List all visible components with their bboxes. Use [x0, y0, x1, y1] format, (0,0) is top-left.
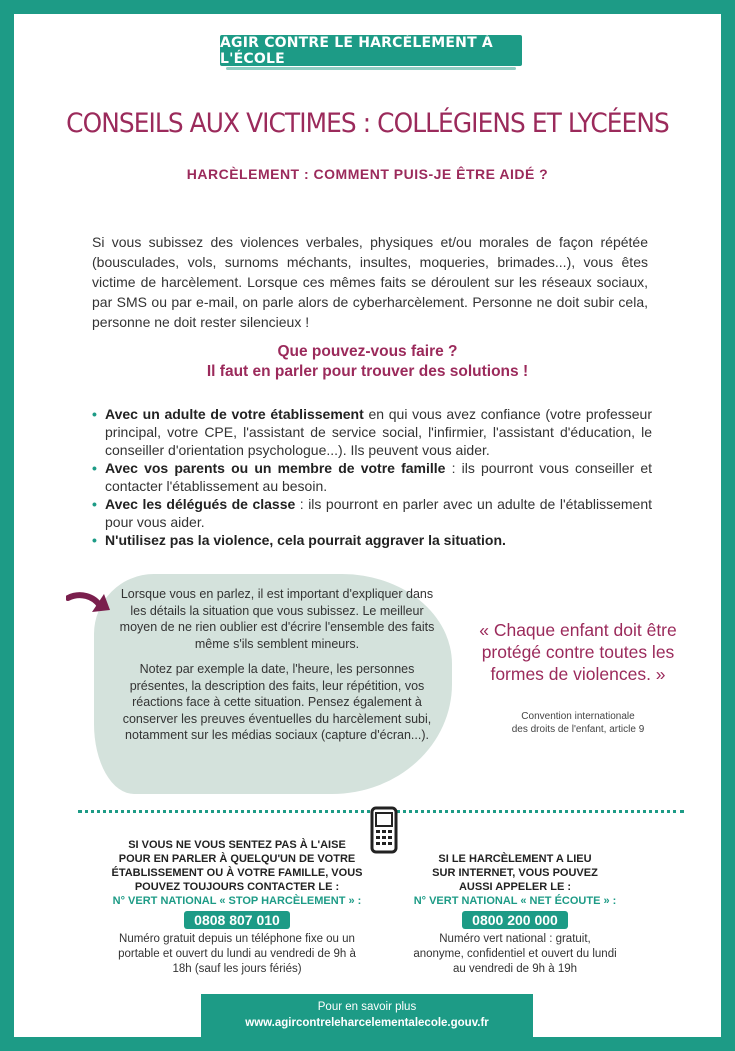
list-item-text: : ils pourront en parler avec un adulte de l'établissement pour vous aider. [105, 496, 652, 530]
advice-list [92, 405, 652, 549]
list-item-text: : ils pourront vous conseiller et contacter l'établissement au besoin. [105, 460, 652, 494]
contact-net-ecoute [390, 852, 640, 977]
hotline-number[interactable]: 0808 807 010 [184, 911, 290, 929]
convention-quote: « Chaque enfant doit être protégé contre toutes les formes de violences. » [479, 620, 677, 684]
question-heading [14, 342, 721, 382]
contact-right-line: SUR INTERNET, VOUS POUVEZ [432, 867, 598, 879]
page-subtitle: HARCÈLEMENT : COMMENT PUIS-JE ÊTRE AIDÉ ? [186, 166, 549, 182]
list-item-text: en qui vous avez confiance (votre professeur principal, votre CPE, l'assistant de service social, l'infirmier, l'assistant d'éducation, le conseiller d'orientation psychologue...). Ils peuvent vous aider. [105, 406, 652, 458]
hotline-note: anonyme, confidentiel et ouvert du lundi [413, 948, 617, 960]
contact-right-line: SI LE HARCÈLEMENT A LIEU [438, 853, 592, 865]
contact-left-line: POUR EN PARLER À QUELQU'UN DE VOTRE [118, 853, 356, 865]
hotline-note: Numéro gratuit depuis un téléphone fixe ou un [119, 933, 355, 945]
hotline-note: 18h (sauf les jours fériés) [172, 963, 302, 975]
list-item-bold: Avec les délégués de classe [105, 496, 296, 512]
list-item [92, 495, 652, 531]
list-item [92, 531, 652, 549]
footer-website-link[interactable]: www.agircontreleharcelementalecole.gouv.fr [245, 1017, 489, 1029]
contact-right-line: AUSSI APPELER LE : [458, 881, 572, 893]
intro-paragraph: Si vous subissez des violences verbales, physiques et/ou morales de façon répétée (bousculades, vols, surnoms méchants, insultes, moqueries, brimades...), vous êtes victime de harcèlement. Lorsque ces mêmes faits se déroulent sur les réseaux sociaux, par SMS ou par e-mail, on parle alors de cyberharcèlement. Personne ne doit subir cela, personne ne doit rester silencieux ! [92, 234, 648, 330]
bubble-paragraph-2: Notez par exemple la date, l'heure, les personnes présentes, la description des faits, leur répétition, vos réactions face à cette situation. Pensez également à conserver les preuves éventuelles du harcèlement subi, notamment sur les médias sociaux (capture d'écran...). [122, 662, 432, 742]
contact-left-line: ÉTABLISSEMENT OU À VOTRE FAMILLE, VOUS [111, 867, 363, 879]
question-line-2: Il faut en parler pour trouver des solutions ! [206, 363, 529, 380]
hotline-note: portable et ouvert du lundi au vendredi de 9h à [118, 948, 356, 960]
hotline-note: au vendredi de 9h à 19h [452, 963, 578, 975]
hotline-number[interactable]: 0800 200 000 [462, 911, 568, 929]
question-line-1: Que pouvez-vous faire ? [277, 343, 458, 360]
quote-source [466, 710, 690, 736]
list-item-bold: N'utilisez pas la violence, cela pourrait aggraver la situation. [105, 532, 506, 548]
hotline-label: N° VERT NATIONAL « STOP HARCÈLEMENT » : [112, 895, 362, 907]
list-item [92, 405, 652, 459]
contact-left-line: SI VOUS NE VOUS SENTEZ PAS À L'AISE [128, 839, 346, 851]
footer-line-1: Pour en savoir plus [317, 1001, 417, 1013]
hotline-label: N° VERT NATIONAL « NET ÉCOUTE » : [413, 895, 617, 907]
bubble-paragraph-1: Lorsque vous en parlez, il est important d'expliquer dans les détails la situation que vous subissez. Le meilleur moyen de ne rien oublier est d'écrire l'ensemble des faits même s'ils semblent mineurs. [119, 587, 435, 651]
bubble-text [117, 586, 437, 753]
document-page [14, 14, 721, 1037]
page-title: CONSEILS AUX VICTIMES : COLLÉGIENS ET LYCÉENS [66, 108, 669, 139]
quote-source-line-1: Convention internationale [521, 711, 635, 722]
list-item-bold: Avec un adulte de votre établissement [105, 406, 364, 422]
list-item-bold: Avec vos parents ou un membre de votre famille [105, 460, 446, 476]
quote-source-line-2: des droits de l'enfant, article 9 [511, 724, 645, 735]
contact-left-line: POUVEZ TOUJOURS CONTACTER LE : [134, 881, 340, 893]
list-item [92, 459, 652, 495]
curved-arrow-icon [66, 586, 116, 626]
header-banner: AGIR CONTRE LE HARCÈLEMENT À L'ÉCOLE [220, 35, 522, 66]
contact-stop-harcelement [88, 838, 386, 977]
footer-box [201, 994, 533, 1037]
hotline-note: Numéro vert national : gratuit, [439, 933, 591, 945]
